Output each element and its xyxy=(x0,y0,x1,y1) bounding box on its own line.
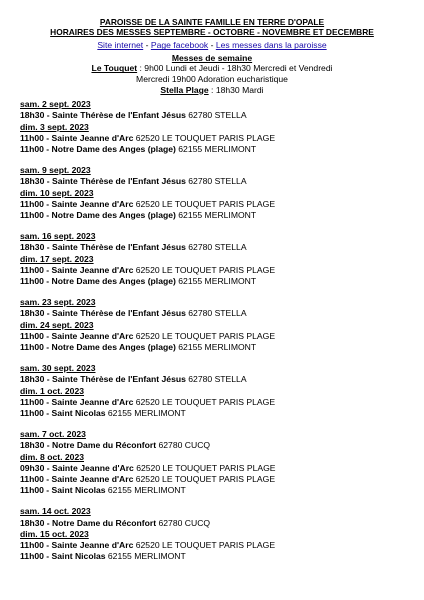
mass-separator: - xyxy=(43,132,52,143)
mass-time: 11h00 xyxy=(20,540,44,551)
day-heading: sam. 7 oct. 2023 xyxy=(20,429,86,440)
mass-entry xyxy=(20,265,404,276)
day-heading: dim. 24 sept. 2023 xyxy=(20,319,94,330)
week-block xyxy=(20,165,404,221)
mass-church: Saint Nicolas xyxy=(51,551,106,562)
mass-church: Saint Nicolas xyxy=(51,485,106,496)
mass-separator: - xyxy=(43,264,52,275)
day-heading: sam. 30 sept. 2023 xyxy=(20,363,96,374)
parish-title: PAROISSE DE LA SAINTE FAMILLE EN TERRE D'OPALE xyxy=(99,17,325,27)
mass-entry xyxy=(20,176,404,187)
mass-church: Sainte Jeanne d'Arc xyxy=(51,264,134,275)
mass-place: 62155 MERLIMONT xyxy=(107,408,186,419)
mass-time: 11h00 xyxy=(20,132,44,143)
mass-church: Sainte Thérèse de l'Enfant Jésus xyxy=(52,374,186,385)
mass-entry xyxy=(20,144,404,155)
mass-separator: - xyxy=(44,110,53,121)
mass-time: 11h00 xyxy=(20,485,44,496)
mass-church: Sainte Jeanne d'Arc xyxy=(51,330,134,341)
week-block xyxy=(20,297,404,353)
mass-place: 62155 MERLIMONT xyxy=(107,551,186,562)
mass-church: Notre Dame des Anges (plage) xyxy=(51,342,176,353)
weekday-masses xyxy=(0,53,424,95)
mass-time: 11h00 xyxy=(20,342,44,353)
mass-separator: - xyxy=(43,485,52,496)
mass-separator: - xyxy=(43,551,52,562)
day-heading: sam. 2 sept. 2023 xyxy=(20,99,91,110)
mass-time: 09h30 xyxy=(20,462,45,473)
day-heading: dim. 8 oct. 2023 xyxy=(20,451,85,462)
day-heading: sam. 23 sept. 2023 xyxy=(20,297,96,308)
link-bar xyxy=(0,40,424,50)
mass-separator: - xyxy=(44,440,53,451)
mass-time: 11h00 xyxy=(20,396,44,407)
week-block xyxy=(20,506,404,562)
mass-entry xyxy=(20,463,404,474)
mass-church: Notre Dame des Anges (plage) xyxy=(51,144,176,154)
mass-time: 11h00 xyxy=(20,144,44,154)
mass-separator: - xyxy=(43,276,52,287)
weekday-touquet-text: : 9h00 Lundi et Jeudi - 18h30 Mercredi et Vendredi xyxy=(137,63,333,74)
mass-entry xyxy=(20,308,404,319)
mass-place: 62520 LE TOUQUET PARIS PLAGE xyxy=(135,330,276,341)
mass-separator: - xyxy=(44,462,53,473)
mass-time: 18h30 xyxy=(20,110,45,121)
mass-separator: - xyxy=(43,210,52,221)
mass-entry xyxy=(20,133,404,144)
mass-time: 11h00 xyxy=(20,330,44,341)
mass-time: 11h00 xyxy=(20,408,44,419)
weekday-heading: Messes de semaine xyxy=(171,52,253,63)
mass-place: 62780 STELLA xyxy=(188,110,247,121)
mass-time: 11h00 xyxy=(20,210,44,221)
mass-place: 62520 LE TOUQUET PARIS PLAGE xyxy=(135,132,276,143)
mass-separator: - xyxy=(43,198,52,209)
mass-church: Sainte Thérèse de l'Enfant Jésus xyxy=(52,110,186,121)
mass-entry xyxy=(20,342,404,353)
week-block xyxy=(20,363,404,419)
link-separator: - xyxy=(208,40,216,51)
mass-time: 18h30 xyxy=(20,242,45,253)
mass-church: Notre Dame des Anges (plage) xyxy=(51,210,176,221)
mass-church: Sainte Jeanne d'Arc xyxy=(51,540,134,551)
mass-place: 62520 LE TOUQUET PARIS PLAGE xyxy=(136,462,276,473)
mass-time: 18h30 xyxy=(20,176,45,187)
mass-church: Sainte Thérèse de l'Enfant Jésus xyxy=(52,176,186,187)
mass-separator: - xyxy=(44,517,53,528)
week-block xyxy=(20,429,404,496)
mass-entry xyxy=(20,397,404,408)
mass-place: 62780 STELLA xyxy=(188,176,247,187)
mass-place: 62520 LE TOUQUET PARIS PLAGE xyxy=(135,264,276,275)
mass-entry xyxy=(20,440,404,451)
mass-separator: - xyxy=(43,396,52,407)
page-header xyxy=(0,0,424,95)
mass-separator: - xyxy=(44,176,53,187)
mass-place: 62520 LE TOUQUET PARIS PLAGE xyxy=(135,540,276,551)
mass-place: 62520 LE TOUQUET PARIS PLAGE xyxy=(135,198,276,209)
mass-church: Sainte Jeanne d'Arc xyxy=(51,474,134,485)
mass-separator: - xyxy=(43,540,52,551)
day-heading: dim. 17 sept. 2023 xyxy=(20,253,94,264)
mass-church: Sainte Jeanne d'Arc xyxy=(52,462,134,473)
mass-place: 62155 MERLIMONT xyxy=(178,276,257,287)
mass-separator: - xyxy=(44,242,53,253)
schedule-title: HORAIRES DES MESSES SEPTEMBRE - OCTOBRE - NOVEMBRE ET DECEMBRE xyxy=(50,27,374,38)
day-heading: dim. 15 oct. 2023 xyxy=(20,528,89,539)
mass-church: Sainte Jeanne d'Arc xyxy=(51,198,134,209)
mass-entry xyxy=(20,474,404,485)
link-messes-paroisse[interactable]: Les messes dans la paroisse xyxy=(215,40,327,51)
mass-separator: - xyxy=(44,308,53,319)
mass-place: 62780 STELLA xyxy=(188,242,247,253)
mass-entry xyxy=(20,374,404,385)
mass-church: Notre Dame du Réconfort xyxy=(52,440,157,451)
weekday-adoration: Mercredi 19h00 Adoration eucharistique xyxy=(136,74,288,84)
link-site-internet[interactable]: Site internet xyxy=(97,40,144,51)
mass-place: 62155 MERLIMONT xyxy=(107,485,186,496)
mass-church: Notre Dame du Réconfort xyxy=(52,517,157,528)
mass-separator: - xyxy=(43,144,52,154)
day-heading: sam. 9 sept. 2023 xyxy=(20,165,91,176)
mass-place: 62780 CUCQ xyxy=(158,440,211,451)
mass-place: 62520 LE TOUQUET PARIS PLAGE xyxy=(135,474,276,485)
mass-entry xyxy=(20,276,404,287)
weekday-touquet-label: Le Touquet xyxy=(91,63,138,74)
day-heading: sam. 14 oct. 2023 xyxy=(20,506,91,517)
mass-church: Sainte Thérèse de l'Enfant Jésus xyxy=(52,308,186,319)
mass-separator: - xyxy=(44,374,53,385)
mass-time: 11h00 xyxy=(20,551,44,562)
mass-separator: - xyxy=(43,408,52,419)
mass-time: 11h00 xyxy=(20,198,44,209)
mass-schedule xyxy=(0,99,424,562)
mass-separator: - xyxy=(43,342,52,353)
mass-time: 11h00 xyxy=(20,264,44,275)
mass-entry xyxy=(20,540,404,551)
day-heading: sam. 16 sept. 2023 xyxy=(20,231,96,242)
mass-entry xyxy=(20,551,404,562)
mass-entry xyxy=(20,331,404,342)
mass-entry xyxy=(20,485,404,496)
mass-entry xyxy=(20,210,404,221)
mass-church: Sainte Jeanne d'Arc xyxy=(51,132,134,143)
mass-time: 18h30 xyxy=(20,308,45,319)
mass-time: 18h30 xyxy=(20,440,45,451)
mass-time: 11h00 xyxy=(20,276,44,287)
day-heading: dim. 10 sept. 2023 xyxy=(20,187,94,198)
weekday-stella-label: Stella Plage xyxy=(160,84,209,95)
mass-place: 62155 MERLIMONT xyxy=(178,342,257,353)
mass-time: 18h30 xyxy=(20,374,45,385)
mass-separator: - xyxy=(43,330,52,341)
day-heading: dim. 3 sept. 2023 xyxy=(20,121,89,132)
mass-church: Notre Dame des Anges (plage) xyxy=(51,276,176,287)
mass-place: 62780 STELLA xyxy=(188,308,247,319)
mass-place: 62155 MERLIMONT xyxy=(178,210,257,221)
mass-entry xyxy=(20,242,404,253)
mass-place: 62780 STELLA xyxy=(188,374,247,385)
mass-place: 62520 LE TOUQUET PARIS PLAGE xyxy=(135,396,276,407)
weekday-touquet xyxy=(0,63,424,74)
mass-church: Sainte Thérèse de l'Enfant Jésus xyxy=(52,242,186,253)
mass-entry xyxy=(20,199,404,210)
mass-church: Saint Nicolas xyxy=(51,408,106,419)
day-heading: dim. 1 oct. 2023 xyxy=(20,385,85,396)
mass-time: 11h00 xyxy=(20,474,44,485)
mass-entry xyxy=(20,110,404,121)
mass-entry xyxy=(20,408,404,419)
week-block xyxy=(20,99,404,155)
link-separator: - xyxy=(143,40,151,51)
mass-entry xyxy=(20,518,404,529)
link-page-facebook[interactable]: Page facebook xyxy=(150,40,209,51)
mass-church: Sainte Jeanne d'Arc xyxy=(51,396,134,407)
week-block xyxy=(20,231,404,287)
mass-place: 62780 CUCQ xyxy=(158,517,211,528)
weekday-stella xyxy=(0,85,424,96)
weekday-stella-text: : 18h30 Mardi xyxy=(208,84,264,95)
mass-time: 18h30 xyxy=(20,517,45,528)
mass-separator: - xyxy=(43,474,52,485)
mass-place: 62155 MERLIMONT xyxy=(178,144,257,154)
